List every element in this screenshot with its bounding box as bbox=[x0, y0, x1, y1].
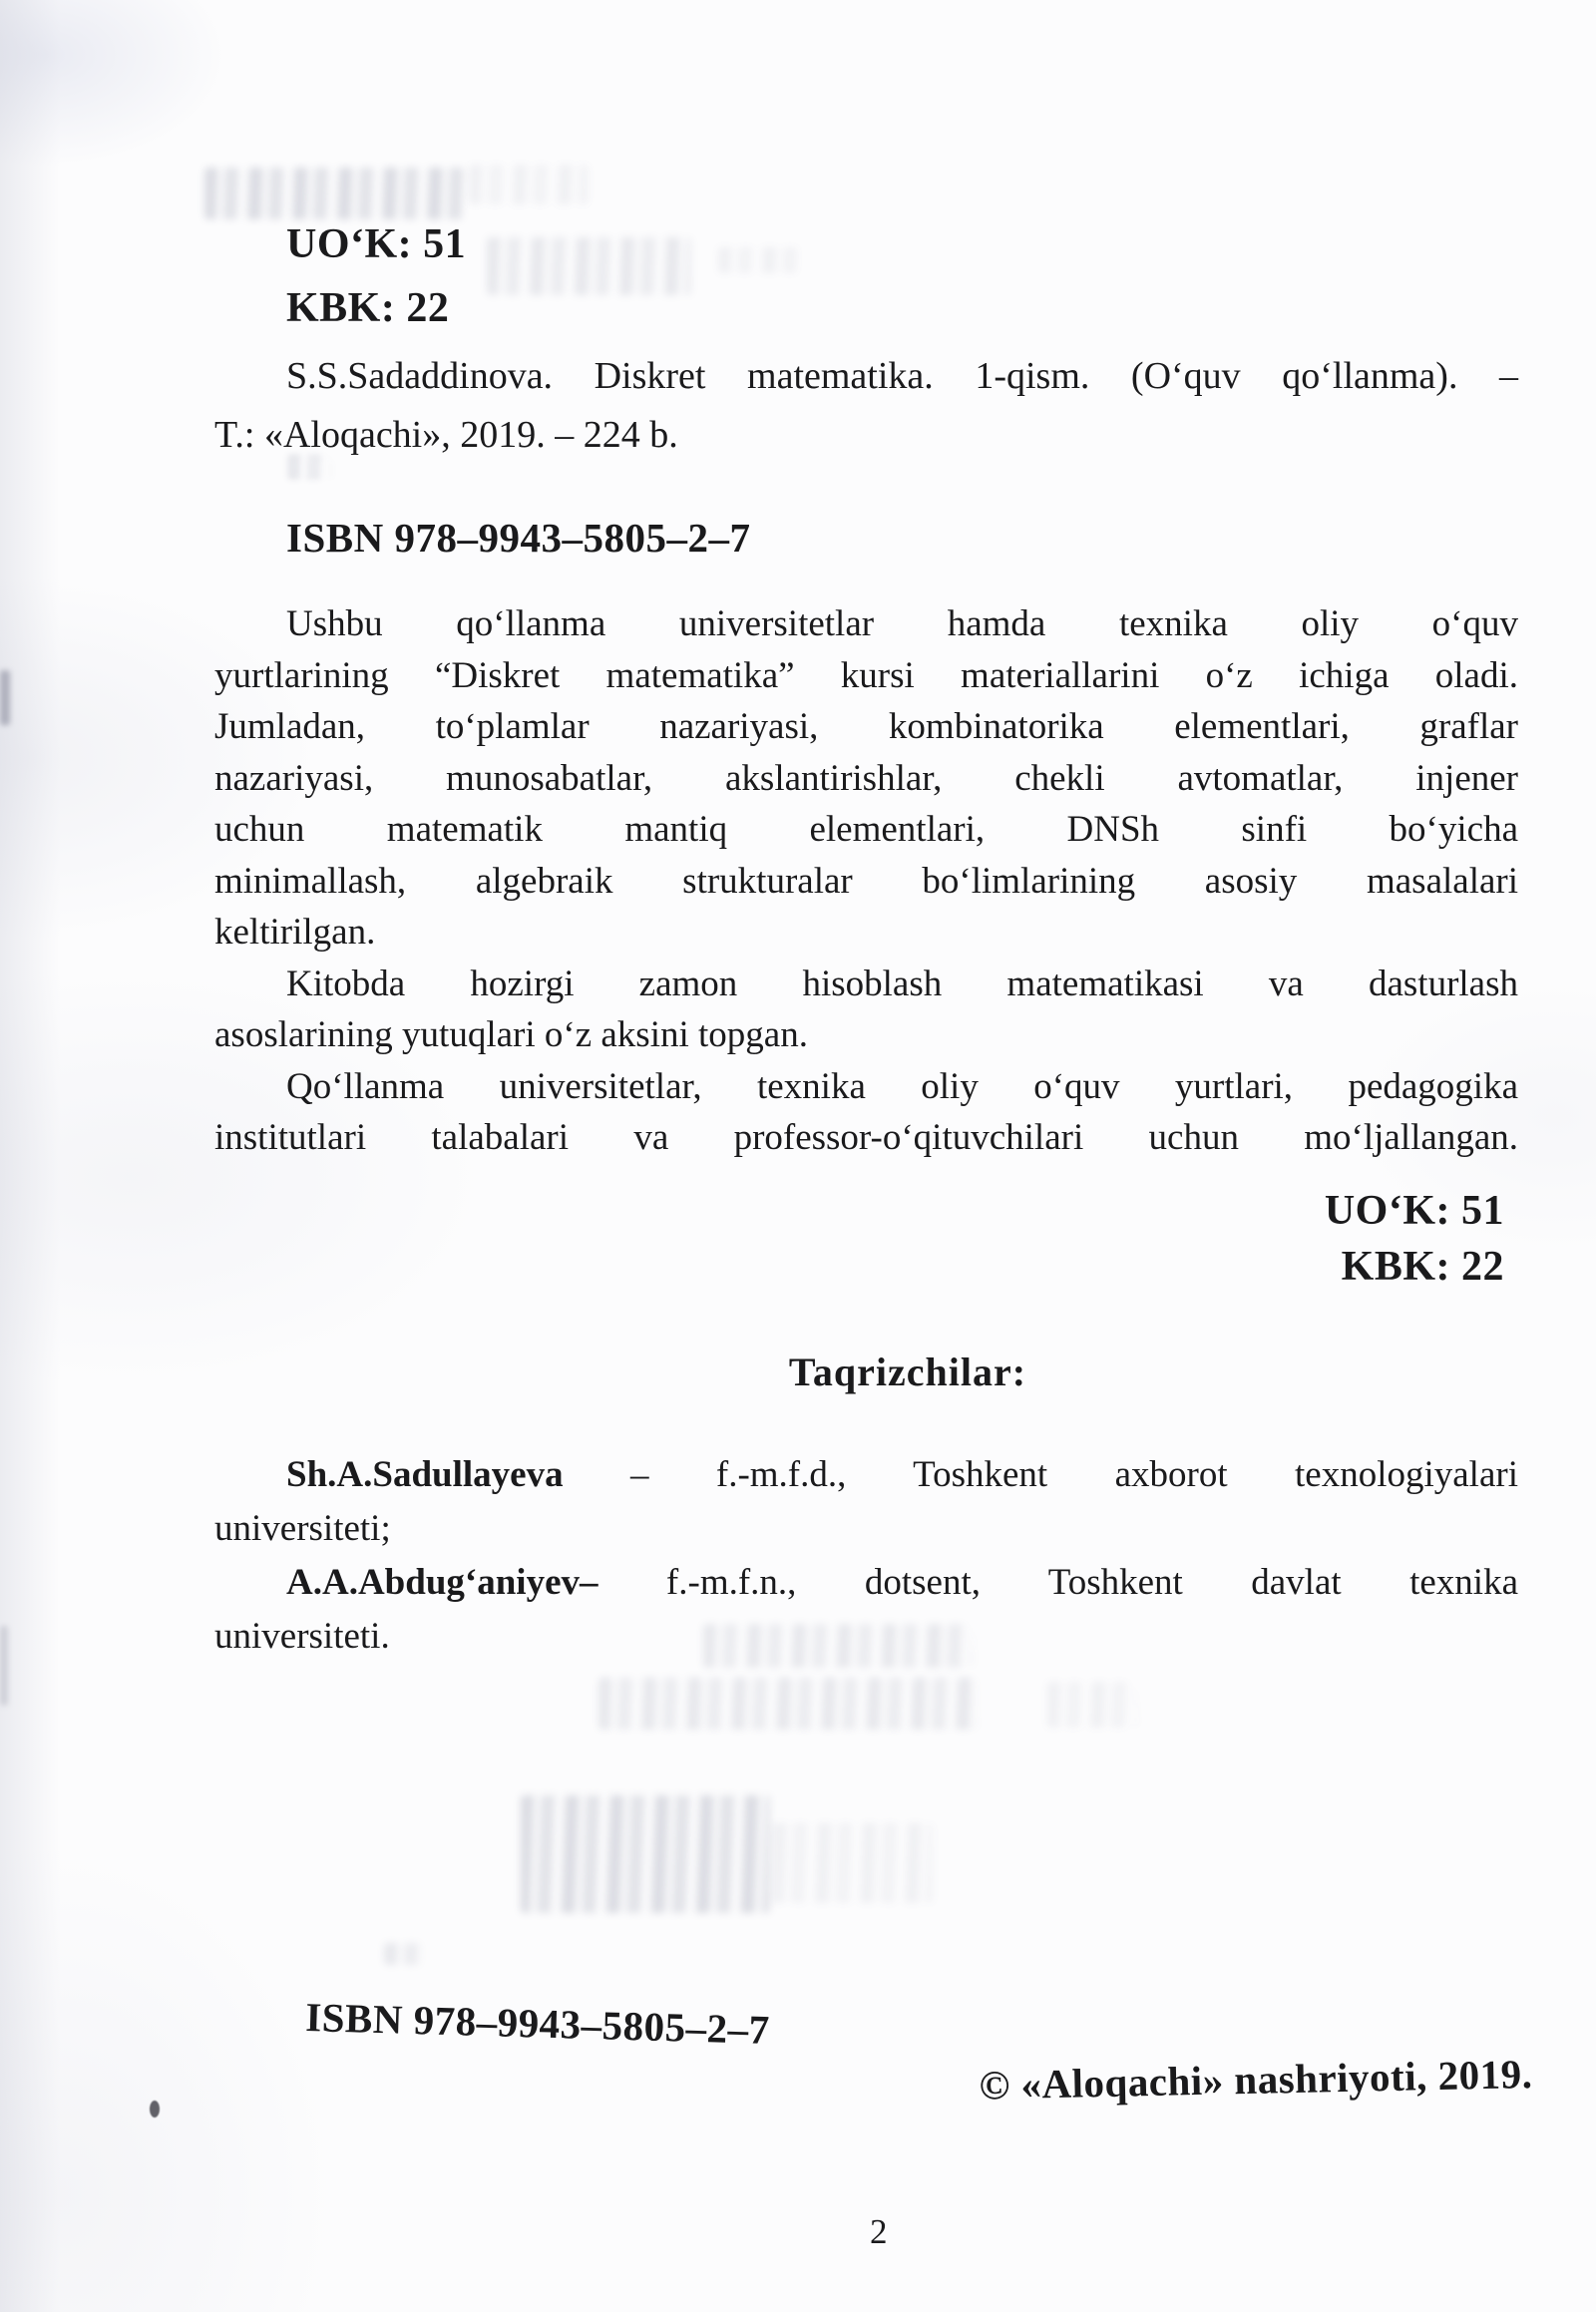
reviewer-details: f.-m.f.n., dotsent, Toshkent davlat texnika bbox=[665, 1562, 1518, 1603]
reviewer-entry-continuation: universiteti. bbox=[214, 1616, 390, 1657]
reviewer-details: – f.-m.f.d., Toshkent axborot texnologiyalari bbox=[629, 1454, 1518, 1495]
reviewer-name: Sh.A.Sadullayeva bbox=[286, 1454, 564, 1495]
annotation-line: yurtlarining “Diskret matematika” kursi materiallarini o‘z ichiga oladi. bbox=[214, 654, 1518, 696]
bleed-through-smudge bbox=[1047, 1682, 1137, 1728]
reviewers-list bbox=[214, 1448, 1518, 1664]
bleed-through-smudge bbox=[487, 237, 691, 295]
annotation-line: minimallash, algebraik strukturalar bo‘limlarining asosiy masalalari bbox=[214, 860, 1518, 902]
scan-edge-shadow bbox=[0, 0, 60, 2312]
bleed-through-smudge bbox=[384, 1943, 426, 1965]
bleed-through-smudge bbox=[598, 1678, 978, 1730]
isbn-top: ISBN 978–9943–5805–2–7 bbox=[286, 515, 751, 561]
copyright-notice: © «Aloqachi» nashriyoti, 2019. bbox=[979, 2050, 1533, 2109]
reviewer-entry-continuation: universiteti; bbox=[214, 1508, 391, 1549]
citation-line: T.: «Aloqachi», 2019. – 224 b. bbox=[214, 414, 678, 456]
annotation-line: uchun matematik mantiq elementlari, DNSh sinfi bo‘yicha bbox=[214, 809, 1518, 850]
bleed-through-smudge bbox=[521, 1795, 770, 1913]
scan-edge-mark bbox=[0, 1626, 8, 1706]
page-number: 2 bbox=[870, 2212, 888, 2251]
kbk-code: KBK: 22 bbox=[1341, 1244, 1504, 1290]
citation-line: S.S.Sadaddinova. Diskret matematika. 1-qism. (O‘quv qo‘llanma). – bbox=[286, 355, 1518, 397]
annotation-line: keltirilgan. bbox=[214, 912, 376, 953]
uok-code: UO‘K: 51 bbox=[286, 221, 467, 267]
bleed-through-smudge bbox=[773, 1823, 933, 1903]
kbk-code: KBK: 22 bbox=[286, 285, 450, 331]
annotation-line: Jumladan, to‘plamlar nazariyasi, kombinatorika elementlari, graflar bbox=[214, 706, 1518, 747]
bleed-through-smudge bbox=[718, 247, 798, 273]
reviewer-entry bbox=[214, 1556, 1518, 1610]
isbn-bottom: ISBN 978–9943–5805–2–7 bbox=[304, 1993, 771, 2053]
ink-speck bbox=[150, 2101, 160, 2118]
scan-edge-mark bbox=[0, 670, 10, 725]
annotation-line: Qo‘llanma universitetlar, texnika oliy o‘quv yurtlari, pedagogika bbox=[286, 1065, 1518, 1107]
uok-code: UO‘K: 51 bbox=[1324, 1188, 1504, 1234]
annotation-line: asoslarining yutuqlari o‘z aksini topgan. bbox=[214, 1014, 808, 1055]
reviewer-entry bbox=[214, 1448, 1518, 1502]
annotation-line: nazariyasi, munosabatlar, akslantirishlar, chekli avtomatlar, injener bbox=[214, 757, 1518, 799]
reviewers-heading: Taqrizchilar: bbox=[788, 1349, 1027, 1394]
annotation-line: Kitobda hozirgi zamon hisoblash matematikasi va dasturlash bbox=[286, 963, 1518, 1004]
annotation-line: institutlari talabalari va professor-o‘qituvchilari uchun mo‘ljallangan. bbox=[214, 1117, 1518, 1158]
classification-codes-top bbox=[286, 212, 466, 340]
classification-codes-right bbox=[1325, 1183, 1504, 1295]
annotation-text bbox=[214, 598, 1518, 1164]
annotation-line: Ushbu qo‘llanma universitetlar hamda texnika oliy o‘quv bbox=[286, 603, 1518, 644]
bibliographic-citation bbox=[214, 347, 1518, 465]
reviewer-name: A.A.Abdug‘aniyev– bbox=[286, 1562, 598, 1603]
bleed-through-smudge bbox=[469, 165, 589, 204]
